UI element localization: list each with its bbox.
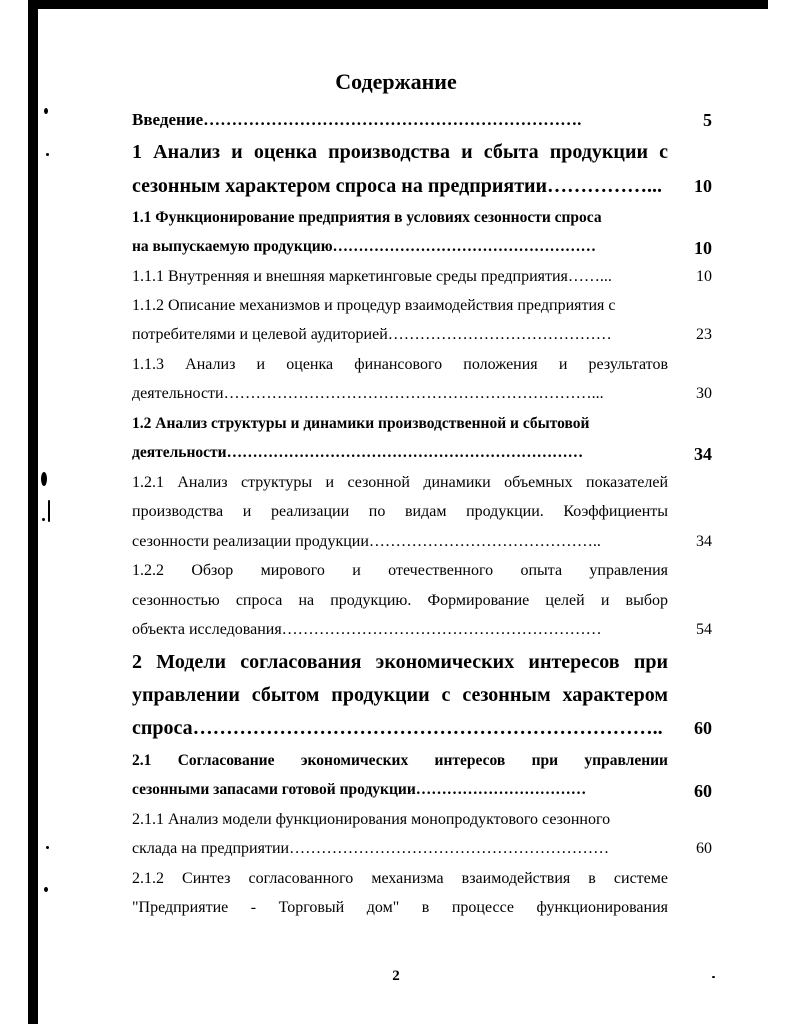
toc-entry-1-1-3-cont: деятельности……………………………………………………………...: [132, 385, 604, 402]
toc-entry-chapter-2: 2 Модели согласования экономических интересов при: [132, 651, 668, 673]
toc-entry-2-1-1: 2.1.1 Анализ модели функционирования монопродуктового сезонного: [132, 811, 611, 828]
toc-page-number: 23: [696, 326, 712, 343]
toc-page-number: 30: [696, 385, 712, 402]
toc-entry-2-1-1-cont: склада на предприятии……………………………………………………: [132, 840, 610, 857]
toc-page-number: 10: [696, 268, 712, 285]
toc-entry-section-1-2-cont: деятельности……………………………………………………………: [132, 444, 584, 461]
scan-speck: [44, 108, 48, 114]
toc-entry-1-2-1-cont: производства и реализации по видам продукции. Коэффициенты: [132, 503, 668, 520]
toc-entry-chapter-1-cont: сезонным характером спроса на предприятии……………...: [132, 175, 663, 197]
toc-page-number: 60: [694, 781, 712, 801]
toc-entry-1-2-2: 1.2.2 Обзор мирового и отечественного опыта управления: [132, 562, 668, 579]
toc-entry-1-1-3: 1.1.3 Анализ и оценка финансового положения и результатов: [132, 356, 668, 373]
toc-entry-1-2-2-cont: сезонностью спроса на продукцию. Формирование целей и выбор: [132, 592, 668, 609]
toc-entry-intro: Введение………………………………………………………….: [132, 110, 582, 129]
scan-speck: [44, 887, 48, 892]
toc-entry-section-1-2: 1.2 Анализ структуры и динамики производственной и сбытовой: [132, 415, 590, 432]
toc-page-number: 60: [694, 718, 712, 738]
page-title: Содержание: [335, 69, 457, 94]
toc-page-number: 34: [696, 533, 712, 550]
toc-entry-section-1-1-cont: на выпускаемую продукцию……………………………………………: [132, 238, 597, 255]
toc-page-number: 60: [696, 840, 712, 857]
toc-entry-chapter-2-cont: спроса……………………………………………………………..: [132, 717, 663, 739]
scan-speck: [46, 846, 49, 849]
scan-speck: [46, 153, 49, 156]
toc-entry-section-2-1: 2.1 Согласование экономических интересов при управлении: [132, 752, 668, 769]
toc-entry-section-1-1: 1.1 Функционирование предприятия в условиях сезонности спроса: [132, 209, 602, 226]
toc-entry-1-1-2-cont: потребителями и целевой аудиторией……………………………………: [132, 326, 612, 343]
toc-entry-2-1-2: 2.1.2 Синтез согласованного механизма взаимодействия в системе: [132, 870, 668, 887]
toc-page-number: 5: [703, 110, 712, 130]
toc-entry-section-2-1-cont: сезонными запасами готовой продукции……………………………: [132, 781, 587, 798]
toc-entry-1-2-2-cont: объекта исследования……………………………………………………: [132, 621, 602, 638]
toc-entry-1-2-1-cont: сезонности реализации продукции……………………………………..: [132, 533, 601, 550]
toc-page-number: 34: [694, 444, 712, 464]
toc-entry-2-1-2-cont: "Предприятие - Торговый дом" в процессе функционирования: [132, 899, 668, 916]
scan-speck: [42, 518, 45, 521]
toc-entry-chapter-2-cont: управлении сбытом продукции с сезонным характером: [132, 684, 668, 706]
toc-page-number: 10: [694, 176, 712, 196]
toc-entry-chapter-1: 1 Анализ и оценка производства и сбыта продукции с: [132, 141, 668, 163]
toc-entry-1-1-2: 1.1.2 Описание механизмов и процедур взаимодействия предприятия с: [132, 297, 616, 314]
toc-entry-1-1-1: 1.1.1 Внутренняя и внешняя маркетинговые среды предприятия……...: [132, 268, 612, 285]
scan-border-top: [28, 0, 768, 9]
toc-entry-1-2-1: 1.2.1 Анализ структуры и сезонной динамики объемных показателей: [132, 474, 668, 491]
page-footer-number: 2: [392, 968, 400, 984]
scan-speck: [48, 500, 50, 522]
toc-page-number: 10: [694, 238, 712, 258]
toc-page-number: 54: [696, 621, 712, 638]
scan-border-left: [28, 0, 38, 1024]
scan-speck: [41, 472, 47, 486]
